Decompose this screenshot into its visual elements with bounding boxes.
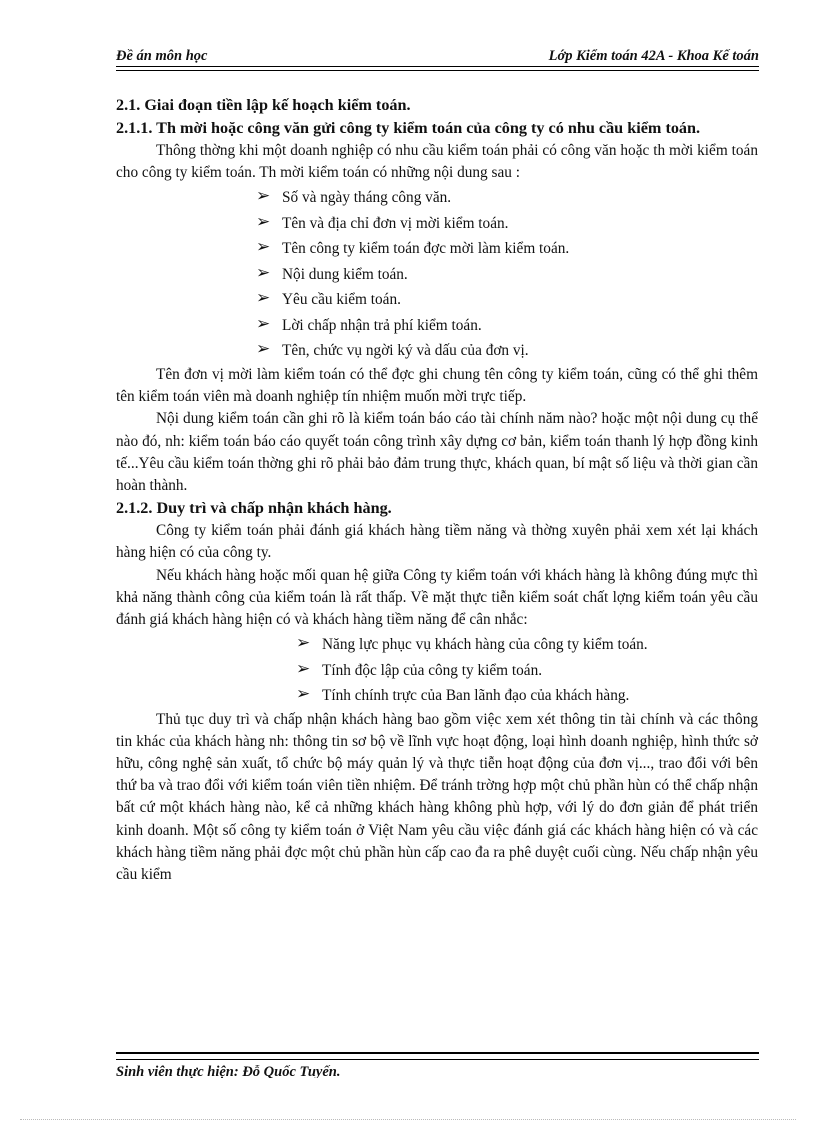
footer-rule [116,1052,759,1060]
arrow-bullet-icon: ➢ [256,186,271,206]
list-item [116,287,758,313]
page-edge [20,1119,796,1120]
page-header [116,48,759,68]
list-item [116,658,758,684]
list-item-text: Yêu cầu kiểm toán. [282,291,401,309]
arrow-bullet-icon: ➢ [296,658,311,678]
arrow-bullet-icon: ➢ [256,262,271,282]
list-item-text: Tính chính trực của Ban lãnh đạo của khách hàng. [322,687,630,705]
list-item-text: Tên và địa chỉ đơn vị mời kiểm toán. [282,214,509,232]
arrow-bullet-icon: ➢ [256,339,271,359]
header-rule [116,66,759,71]
list-item-text: Năng lực phục vụ khách hàng của công ty kiểm toán. [322,636,648,654]
list-item [116,262,758,288]
list-item-text: Tính độc lập của công ty kiểm toán. [322,661,543,679]
header-class: Lớp Kiểm toán 42A - Khoa Kế toán [548,48,759,64]
section-heading-2-1: 2.1. Giai đoạn tiền lập kế hoạch kiểm toán. [116,96,411,114]
page-body [116,94,758,886]
arrow-bullet-icon: ➢ [296,633,311,653]
list-item [116,185,758,211]
bullet-list-1 [116,185,758,364]
list-item [116,211,758,237]
list-item [116,313,758,339]
section-heading-2-1-1: 2.1.1. Th mời hoặc công văn gửi công ty kiểm toán của công ty có nhu cầu kiểm toán. [116,119,701,137]
list-item-text: Nội dung kiểm toán. [282,265,408,283]
bullet-list-2 [116,632,758,709]
list-item [116,632,758,658]
section-heading-2-1-2: 2.1.2. Duy trì và chấp nhận khách hàng. [116,499,392,518]
paragraph-1: Thông thờng khi một doanh nghiệp có nhu cầu kiểm toán phải có công văn hoặc th mời kiểm toán cho công ty kiểm toán. Th mời kiểm toán có những nội dung sau : [116,142,758,182]
arrow-bullet-icon: ➢ [256,313,271,333]
arrow-bullet-icon: ➢ [256,288,271,308]
list-item-text: Lời chấp nhận trả phí kiểm toán. [282,316,482,334]
arrow-bullet-icon: ➢ [256,211,271,231]
paragraph-5: Nếu khách hàng hoặc mối quan hệ giữa Công ty kiểm toán với khách hàng là không đúng mực thì khả năng thành công của kiểm toán là rất thấp. Về mặt thực tiễn kiểm soát chất lợng kiểm toán yêu cầu đánh giá khách hàng hiện có và khách hàng tiềm năng để cân nhắc: [116,566,758,628]
header-course: Đề án môn học [116,48,208,64]
paragraph-6: Thủ tục duy trì và chấp nhận khách hàng bao gồm việc xem xét thông tin tài chính và các thông tin khác của khách hàng nh: thông tin sơ bộ về lĩnh vực hoạt động, loại hình doanh nghiệp, hình thức sở hữu, công nghệ sản xuất, tổ chức bộ máy quản lý và thực tiễn hoạt động của đơn vị..., trao đổi với bên thứ ba và trao đổi với kiểm toán viên tiền nhiệm. Để tránh trờng hợp một chủ phần hùn có thể chấp nhận bất cứ một khách hàng nào, kể cả những khách hàng không phù hợp, với lý do đơn giản để phát triển kinh doanh. Một số công ty kiểm toán ở Việt Nam yêu cầu việc đánh giá các khách hàng hiện có và các khách hàng tiềm năng phải đợc một chủ phần hùn cấp cao đa ra phê duyệt cuối cùng. Nếu chấp nhận yêu cầu kiểm [116,710,758,884]
page-footer: Sinh viên thực hiện: Đỗ Quốc Tuyến. [116,1064,341,1078]
list-item-text: Số và ngày tháng công văn. [282,189,452,207]
arrow-bullet-icon: ➢ [256,237,271,257]
arrow-bullet-icon: ➢ [296,684,311,704]
list-item-text: Tên công ty kiểm toán đợc mời làm kiểm toán. [282,240,570,258]
list-item [116,683,758,709]
paragraph-2: Tên đơn vị mời làm kiểm toán có thể đợc ghi chung tên công ty kiểm toán, cũng có thể ghi thêm tên kiểm toán viên mà doanh nghiệp tín nhiệm muốn mời trực tiếp. [116,365,758,406]
paragraph-3: Nội dung kiểm toán cần ghi rõ là kiểm toán báo cáo tài chính năm nào? hoặc một nội dung cụ thể nào đó, nh: kiểm toán báo cáo quyết toán công trình xây dựng cơ bản, kiểm toán thanh lý hợp đồng kinh tế...Yêu cầu kiểm toán thờng ghi rõ phải bảo đảm trung thực, khách quan, bí mật số liệu và thời gian cần hoàn thành. [116,410,758,494]
list-item [116,338,758,364]
list-item-text: Tên, chức vụ ngời ký và dấu của đơn vị. [282,342,529,360]
list-item [116,236,758,262]
paragraph-4: Công ty kiểm toán phải đánh giá khách hàng tiềm năng và thờng xuyên phải xem xét lại khách hàng hiện có của công ty. [116,522,758,562]
